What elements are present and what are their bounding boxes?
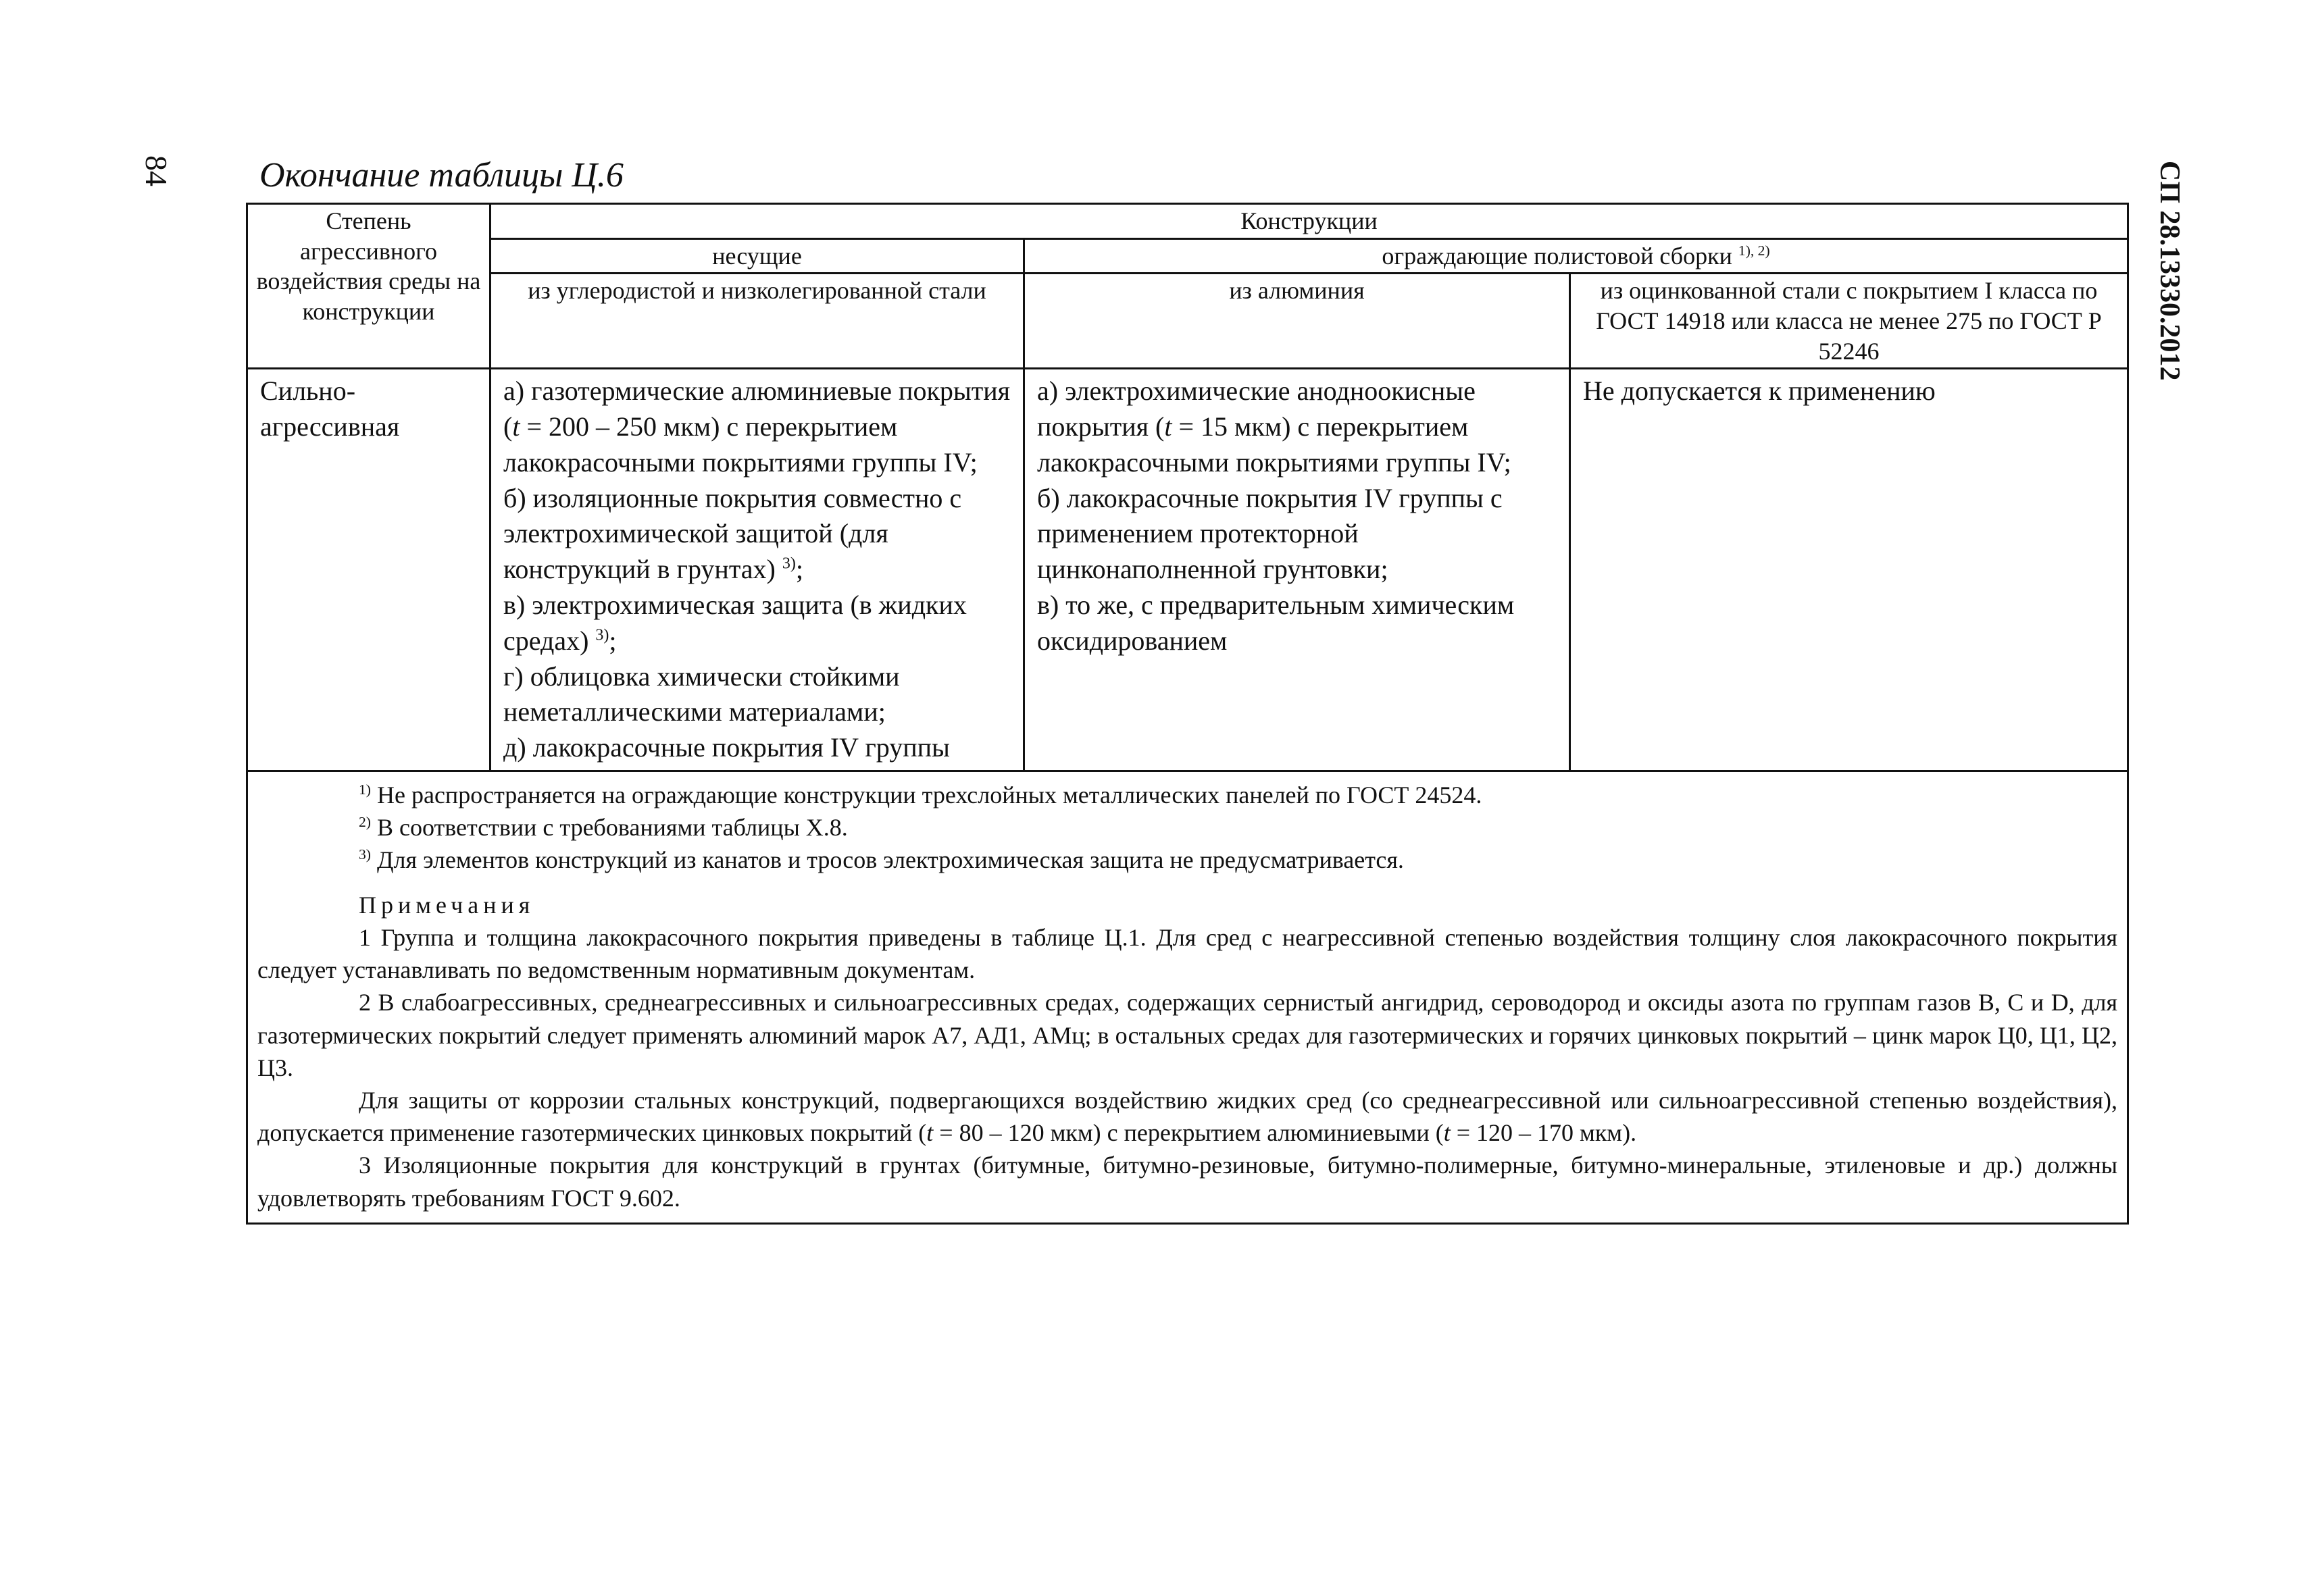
bearing-cell — [491, 369, 1024, 771]
notes-row — [247, 771, 2128, 1223]
notes-title: Примечания — [359, 891, 535, 919]
header-row-2 — [247, 238, 2128, 274]
header-enclosing — [1024, 238, 2128, 274]
header-row-1 — [247, 204, 2128, 239]
note-3: 3 Изоляционные покрытия для конструкций в грунтах (битумные, битумно-резиновые, битумно-полимерные, битумно-минеральные, этиленовые и др.) должны удовлетворять требованиям ГОСТ 9.602. — [257, 1152, 2118, 1212]
header-bearing: несущие — [491, 238, 1024, 274]
header-degree: Степень агрессивного воздействия среды на конструкции — [247, 204, 491, 369]
header-enclosing-sup: 1), 2) — [1738, 242, 1770, 259]
bearing-item-b: б) изоляционные покрытия совместно с электрохимической защитой (для конструкций в грунтах) $^{3)}$; — [503, 482, 962, 585]
bearing-item-c: в) электрохимическая защита (в жидких средах) $^{3)}$; — [503, 589, 967, 656]
note-2-continued: Для защиты от коррозии стальных конструкций, подвергающихся воздействию жидких сред (со среднеагрессивной или сильноагрессивной степенью воздействия), допускается применение газотермических цинковых покрытий (t = 80 – 120 мкм) с перекрытием алюминиевыми (t = 120 – 170 мкм). — [257, 1087, 2118, 1147]
document-code: СП 28.13330.2012 — [2154, 161, 2185, 381]
aluminium-item-c: в) то же, с предварительным химическим оксидированием — [1037, 589, 1515, 656]
bearing-item-a: а) газотермические алюминиевые покрытия (t = 200 – 250 мкм) с перекрытием лакокрасочными покрытиями группы IV; — [503, 376, 1011, 478]
page-number: 84 — [139, 155, 174, 186]
notes-cell — [247, 771, 2128, 1223]
footnote-3: $^{3)}$ Для элементов конструкций из канатов и тросов электрохимическая защита не предусматривается. — [359, 846, 1404, 874]
header-row-3 — [247, 274, 2128, 369]
aluminium-item-b: б) лакокрасочные покрытия IV группы с применением протекторной цинконаполненной грунтовки; — [1037, 482, 1503, 585]
aluminium-item-a: а) электрохимические анодноокисные покрытия (t = 15 мкм) с перекрытием лакокрасочными покрытиями группы IV; — [1037, 376, 1511, 478]
footnote-1: $^{1)}$ Не распространяется на ограждающие конструкции трехслойных металлических панелей по ГОСТ 24524. — [359, 781, 1482, 808]
header-constructions: Конструкции — [491, 204, 2128, 239]
header-aluminium: из алюминия — [1024, 274, 1570, 369]
aluminium-cell — [1024, 369, 1570, 771]
footnote-2: $^{2)}$ В соответствии с требованиями таблицы Х.8. — [359, 814, 848, 842]
header-bearing-material: из углеродистой и низколегированной стали — [491, 274, 1024, 369]
galvanized-cell: Не допускается к применению — [1570, 369, 2128, 771]
header-enclosing-text: ограждающие полистовой сборки — [1382, 242, 1732, 269]
coating-table — [246, 203, 2129, 1225]
table-title: Окончание таблицы Ц.6 — [259, 156, 624, 195]
header-galvanized: из оцинкованной стали с покрытием I класса по ГОСТ 14918 или класса не менее 275 по ГОСТ Р 52246 — [1570, 274, 2128, 369]
data-row — [247, 369, 2128, 771]
note-2: 2 В слабоагрессивных, среднеагрессивных и сильноагрессивных средах, содержащих сернистый ангидрид, сероводород и оксиды азота по группам газов В, С и D, для газотермических покрытий следует применять алюминий марок А7, АД1, АМц; в остальных средах для газотермических и горячих цинковых покрытий – цинк марок Ц0, Ц1, Ц2, Ц3. — [257, 989, 2118, 1081]
note-1: 1 Группа и толщина лакокрасочного покрытия приведены в таблице Ц.1. Для сред с неагрессивной степенью воздействия толщину слоя лакокрасочного покрытия следует устанавливать по ведомственным нормативным документам. — [257, 923, 2118, 984]
bearing-item-d: г) облицовка химически стойкими неметаллическими материалами; — [503, 661, 900, 727]
degree-cell: Сильно-агрессивная — [247, 369, 491, 771]
bearing-item-e: д) лакокрасочные покрытия IV группы — [503, 732, 950, 763]
